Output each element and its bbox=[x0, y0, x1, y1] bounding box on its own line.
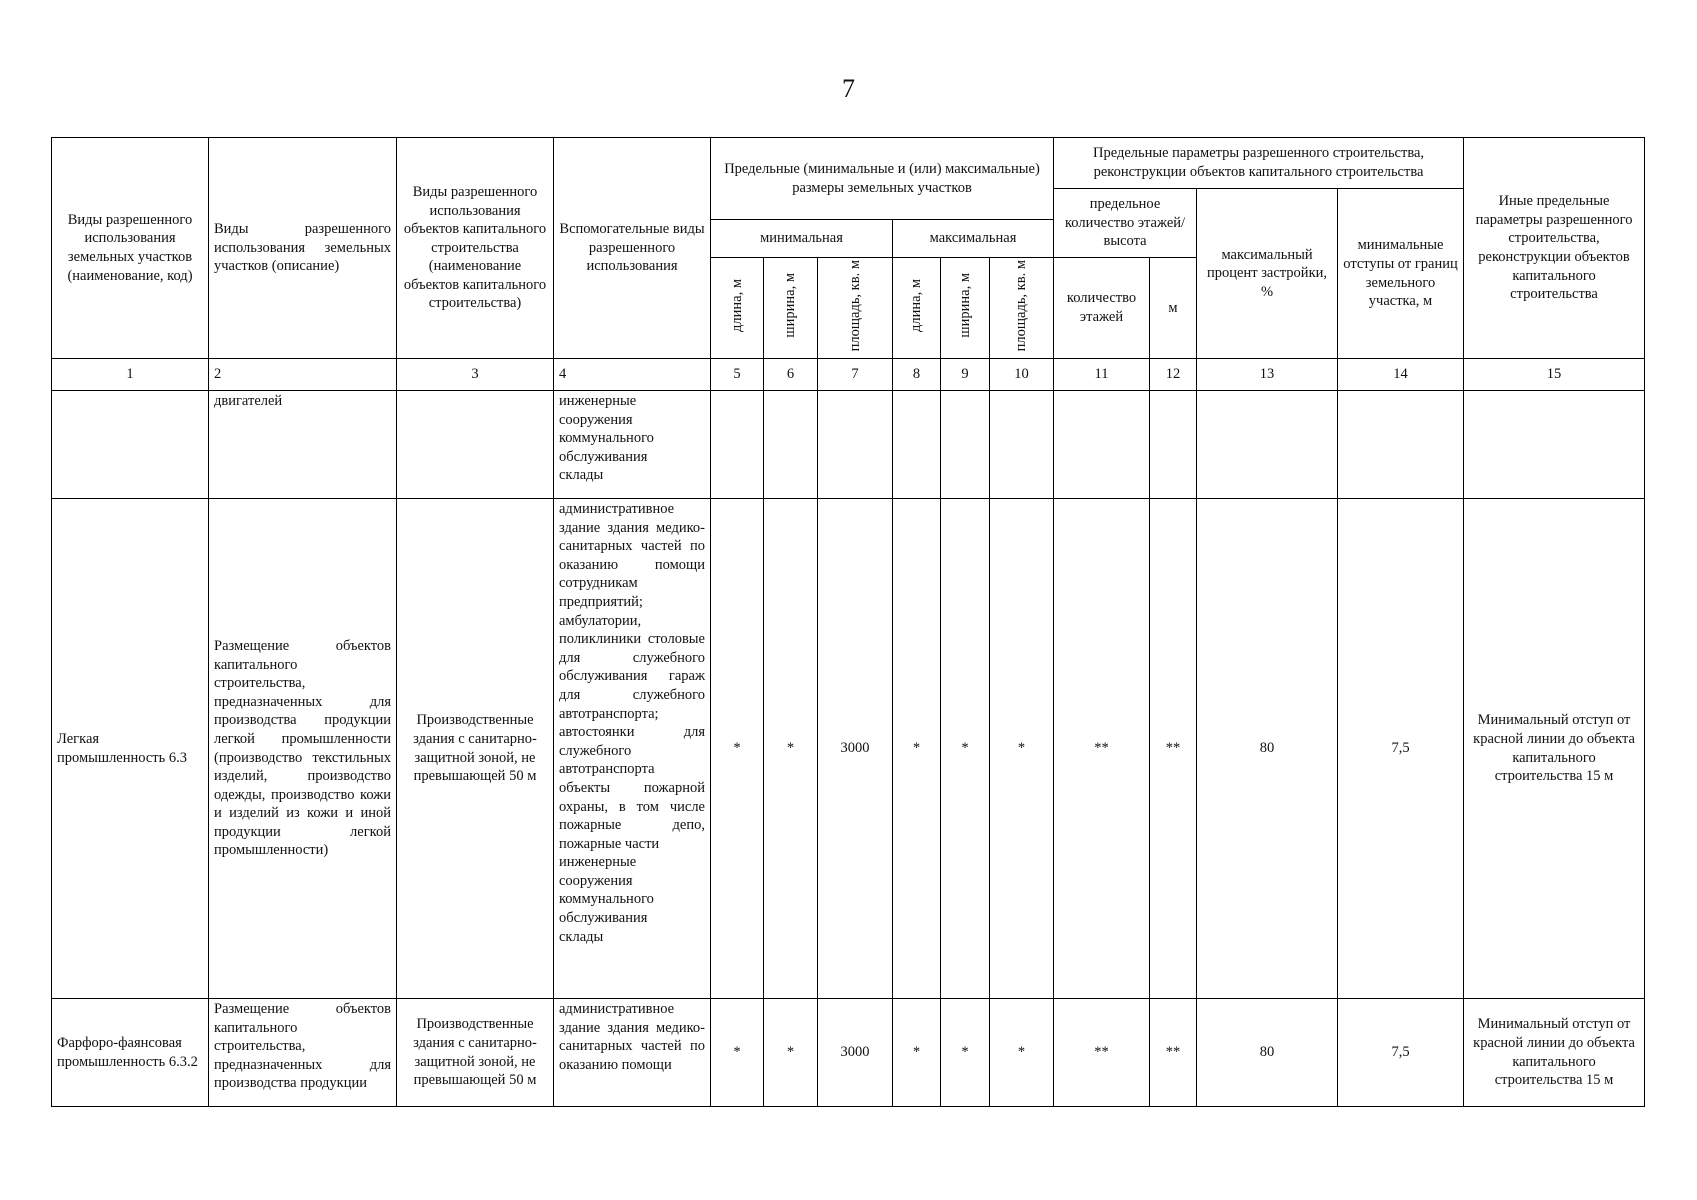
header-land-use-name-code: Виды разрешенного использования земельных участков (наименование, код) bbox=[52, 138, 209, 359]
cell-auxiliary-use: административное здание здания медико-санитарных частей по оказанию помощи bbox=[554, 999, 711, 1107]
cell-min-area: 3000 bbox=[818, 999, 893, 1107]
cell-land-use-name: Легкая промышленность 6.3 bbox=[52, 499, 209, 999]
header-minimal: минимальная bbox=[711, 220, 893, 258]
cell-value bbox=[764, 391, 818, 499]
cell-min-setback: 7,5 bbox=[1338, 499, 1464, 999]
cell-other-parameters bbox=[1464, 391, 1645, 499]
cell-capital-use bbox=[397, 391, 554, 499]
cell-max-length: * bbox=[893, 999, 941, 1107]
cell-max-area: * bbox=[990, 499, 1054, 999]
cell-max-width: * bbox=[941, 999, 990, 1107]
header-other-parameters: Иные предельные параметры разрешенного строительства, реконструкции объектов капитального строительства bbox=[1464, 138, 1645, 359]
table-row bbox=[52, 391, 1645, 499]
header-capital-construction-use: Виды разрешенного использования объектов капитального строительства (наименование объектов капитального строительства) bbox=[397, 138, 554, 359]
header-land-use-description: Виды разрешенного использования земельных участков (описание) bbox=[209, 138, 397, 359]
cell-max-area: * bbox=[990, 999, 1054, 1107]
cell-land-use-description: Размещение объектов капитального строительства, предназначенных для производства продукции bbox=[209, 999, 397, 1107]
column-number: 4 bbox=[554, 359, 711, 391]
table-row bbox=[52, 999, 1645, 1107]
cell-capital-use: Производственные здания с санитарно-защитной зоной, не превышающей 50 м bbox=[397, 499, 554, 999]
column-number: 2 bbox=[209, 359, 397, 391]
header-min-area: площадь, кв. м bbox=[818, 258, 893, 359]
cell-other-parameters: Минимальный отступ от красной линии до объекта капитального строительства 15 м bbox=[1464, 999, 1645, 1107]
cell-value bbox=[1054, 391, 1150, 499]
cell-value bbox=[990, 391, 1054, 499]
cell-min-length: * bbox=[711, 999, 764, 1107]
cell-value bbox=[1197, 391, 1338, 499]
column-number: 12 bbox=[1150, 359, 1197, 391]
cell-max-building-percent: 80 bbox=[1197, 499, 1338, 999]
cell-auxiliary-use: инженерные сооружения коммунального обслуживания склады bbox=[554, 391, 711, 499]
cell-value bbox=[941, 391, 990, 499]
cell-min-length: * bbox=[711, 499, 764, 999]
land-use-regulations-table bbox=[51, 137, 1645, 1107]
column-number-row bbox=[52, 359, 1645, 391]
cell-auxiliary-use: административное здание здания медико-санитарных частей по оказанию помощи сотрудникам предприятий; амбулатории, поликлиники столовые для служебного обслуживания гараж для служебного автотранспорта; автостоянки для служебного автотранспорта объекты пожарной охраны, в том числе пожарные депо, пожарные части инженерные сооружения коммунального обслуживания склады bbox=[554, 499, 711, 999]
header-min-length: длина, м bbox=[711, 258, 764, 359]
header-meters: м bbox=[1150, 258, 1197, 359]
cell-land-use-description: двигателей bbox=[209, 391, 397, 499]
column-number: 10 bbox=[990, 359, 1054, 391]
column-number: 15 bbox=[1464, 359, 1645, 391]
cell-max-width: * bbox=[941, 499, 990, 999]
table-row bbox=[52, 499, 1645, 999]
cell-height: ** bbox=[1150, 499, 1197, 999]
cell-min-setback: 7,5 bbox=[1338, 999, 1464, 1107]
cell-value bbox=[1338, 391, 1464, 499]
header-max-length: длина, м bbox=[893, 258, 941, 359]
cell-land-use-name: Фарфоро-фаянсовая промышленность 6.3.2 bbox=[52, 999, 209, 1107]
header-max-width: ширина, м bbox=[941, 258, 990, 359]
column-number: 5 bbox=[711, 359, 764, 391]
header-min-width: ширина, м bbox=[764, 258, 818, 359]
header-land-plot-size-limits: Предельные (минимальные и (или) максимальные) размеры земельных участков bbox=[711, 138, 1054, 220]
cell-floors-count: ** bbox=[1054, 999, 1150, 1107]
column-number: 8 bbox=[893, 359, 941, 391]
cell-other-parameters: Минимальный отступ от красной линии до объекта капитального строительства 15 м bbox=[1464, 499, 1645, 999]
cell-capital-use: Производственные здания с санитарно-защитной зоной, не превышающей 50 м bbox=[397, 999, 554, 1107]
cell-floors-count: ** bbox=[1054, 499, 1150, 999]
cell-max-length: * bbox=[893, 499, 941, 999]
cell-value bbox=[818, 391, 893, 499]
column-number: 11 bbox=[1054, 359, 1150, 391]
header-floors-height: предельное количество этажей/высота bbox=[1054, 189, 1197, 258]
cell-min-width: * bbox=[764, 999, 818, 1107]
column-number: 6 bbox=[764, 359, 818, 391]
column-number: 1 bbox=[52, 359, 209, 391]
cell-min-area: 3000 bbox=[818, 499, 893, 999]
cell-min-width: * bbox=[764, 499, 818, 999]
column-number: 3 bbox=[397, 359, 554, 391]
header-auxiliary-use: Вспомогательные виды разрешенного использования bbox=[554, 138, 711, 359]
cell-max-building-percent: 80 bbox=[1197, 999, 1338, 1107]
header-min-setback: минимальные отступы от границ земельного участка, м bbox=[1338, 189, 1464, 359]
header-construction-parameters: Предельные параметры разрешенного строительства, реконструкции объектов капитального строительства bbox=[1054, 138, 1464, 189]
cell-value bbox=[1150, 391, 1197, 499]
cell-land-use-description: Размещение объектов капитального строительства, предназначенных для производства продукции легкой промышленности (производство текстильных изделий, производство одежды, производство кожи и изделий из кожи и иной продукции легкой промышленности) bbox=[209, 499, 397, 999]
header-max-building-percent: максимальный процент застройки, % bbox=[1197, 189, 1338, 359]
page-number: 7 bbox=[842, 74, 855, 103]
cell-land-use-name bbox=[52, 391, 209, 499]
header-max-area: площадь, кв. м bbox=[990, 258, 1054, 359]
column-number: 7 bbox=[818, 359, 893, 391]
cell-value bbox=[711, 391, 764, 499]
column-number: 9 bbox=[941, 359, 990, 391]
cell-value bbox=[893, 391, 941, 499]
header-floors-count: количество этажей bbox=[1054, 258, 1150, 359]
column-number: 14 bbox=[1338, 359, 1464, 391]
column-number: 13 bbox=[1197, 359, 1338, 391]
cell-height: ** bbox=[1150, 999, 1197, 1107]
header-maximal: максимальная bbox=[893, 220, 1054, 258]
